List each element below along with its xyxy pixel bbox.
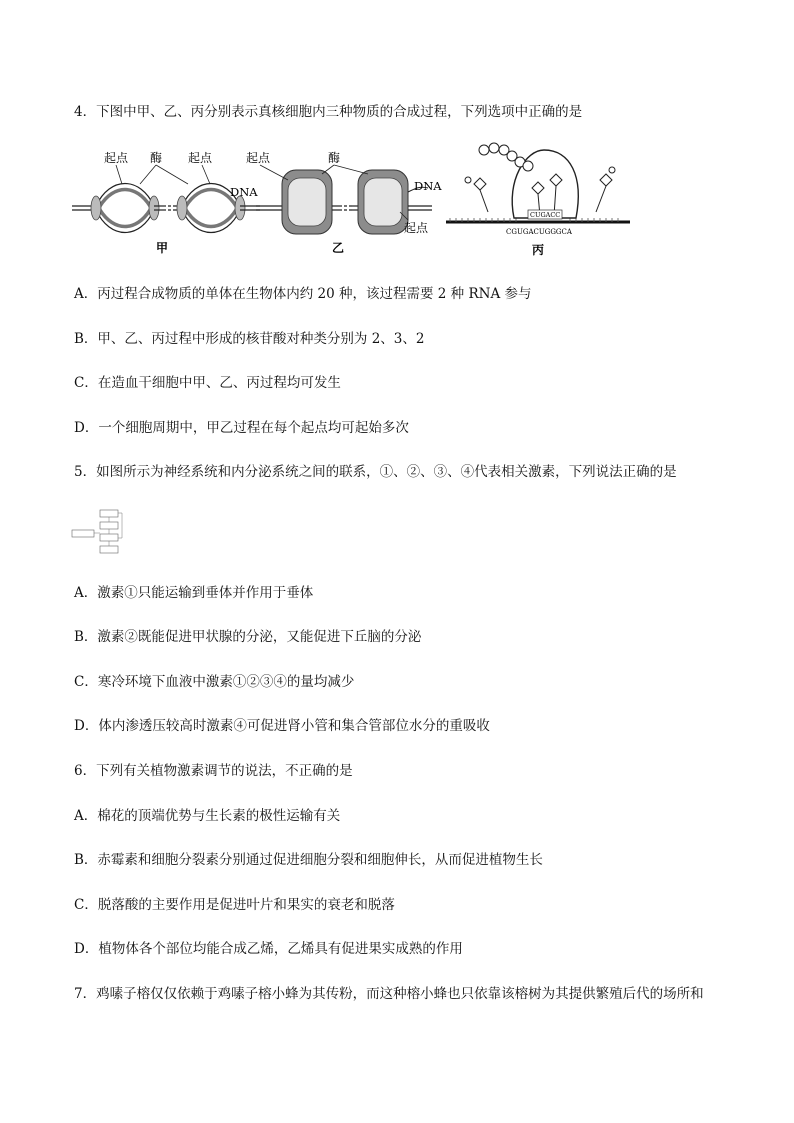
q4-stem: 4．下图中甲、乙、丙分别表示真核细胞内三种物质的合成过程，下列选项中正确的是 [74, 104, 583, 120]
q5-option-a: A．激素①只能运输到垂体并作用于垂体 [74, 585, 314, 601]
q5-option-d: D．体内渗透压较高时激素④可促进肾小管和集合管部位水分的重吸收 [74, 718, 490, 734]
q4-diagram [70, 140, 630, 266]
q5-figure-thumbnail [70, 508, 124, 554]
q5-option-c: C．寒冷环境下血液中激素①②③④的量均减少 [74, 674, 355, 690]
yi-mei-label: 酶 [328, 151, 341, 165]
diagram-yi [246, 150, 442, 255]
q5-flowchart [70, 508, 124, 554]
bing-seq-top: CUGACC [530, 211, 561, 219]
jia-qidian-label-1: 起点 [104, 151, 129, 165]
yi-qidian-label: 起点 [246, 151, 271, 165]
q4-option-b: B．甲、乙、丙过程中形成的核苷酸对种类分别为 2、3、2 [74, 331, 425, 347]
yi-dna-label: DNA [414, 179, 442, 193]
q5-stem: 5．如图所示为神经系统和内分泌系统之间的联系，①、②、③、④代表相关激素，下列说法正确的是 [74, 464, 677, 480]
q7-stem: 7．鸡嗉子榕仅仅依赖于鸡嗉子榕小蜂为其传粉，而这种榕小蜂也只依靠该榕树为其提供繁殖后代的场所和 [74, 986, 704, 1002]
q4-option-c: C．在造血干细胞中甲、乙、丙过程均可发生 [74, 375, 341, 391]
q6-stem: 6．下列有关植物激素调节的说法，不正确的是 [74, 763, 353, 779]
q5-option-b: B．激素②既能促进甲状腺的分泌，又能促进下丘脑的分泌 [74, 629, 422, 645]
jia-mei-label: 酶 [150, 151, 163, 165]
q4-option-a: A．丙过程合成物质的单体在生物体内约 20 种，该过程需要 2 种 RNA 参与 [74, 286, 532, 302]
jia-dna-label: DNA [230, 185, 258, 199]
yi-caption: 乙 [332, 241, 345, 255]
diagram-jia [72, 150, 260, 255]
q4-option-d: D．一个细胞周期中，甲乙过程在每个起点均可起始多次 [74, 420, 409, 436]
bing-seq-bottom: CGUGACUGGGCA [506, 228, 572, 236]
jia-qidian-label-2: 起点 [188, 151, 213, 165]
q6-option-b: B．赤霉素和细胞分裂素分别通过促进细胞分裂和细胞伸长，从而促进植物生长 [74, 852, 543, 868]
diagram-bing [446, 143, 630, 257]
q4-figure [70, 140, 630, 266]
q6-option-d: D．植物体各个部位均能合成乙烯，乙烯具有促进果实成熟的作用 [74, 941, 463, 957]
yi-qidian-label-2: 起点 [404, 221, 429, 235]
q6-option-c: C．脱落酸的主要作用是促进叶片和果实的衰老和脱落 [74, 897, 395, 913]
bing-caption: 丙 [532, 243, 545, 257]
q6-option-a: A．棉花的顶端优势与生长素的极性运输有关 [74, 808, 341, 824]
jia-caption: 甲 [156, 241, 169, 255]
